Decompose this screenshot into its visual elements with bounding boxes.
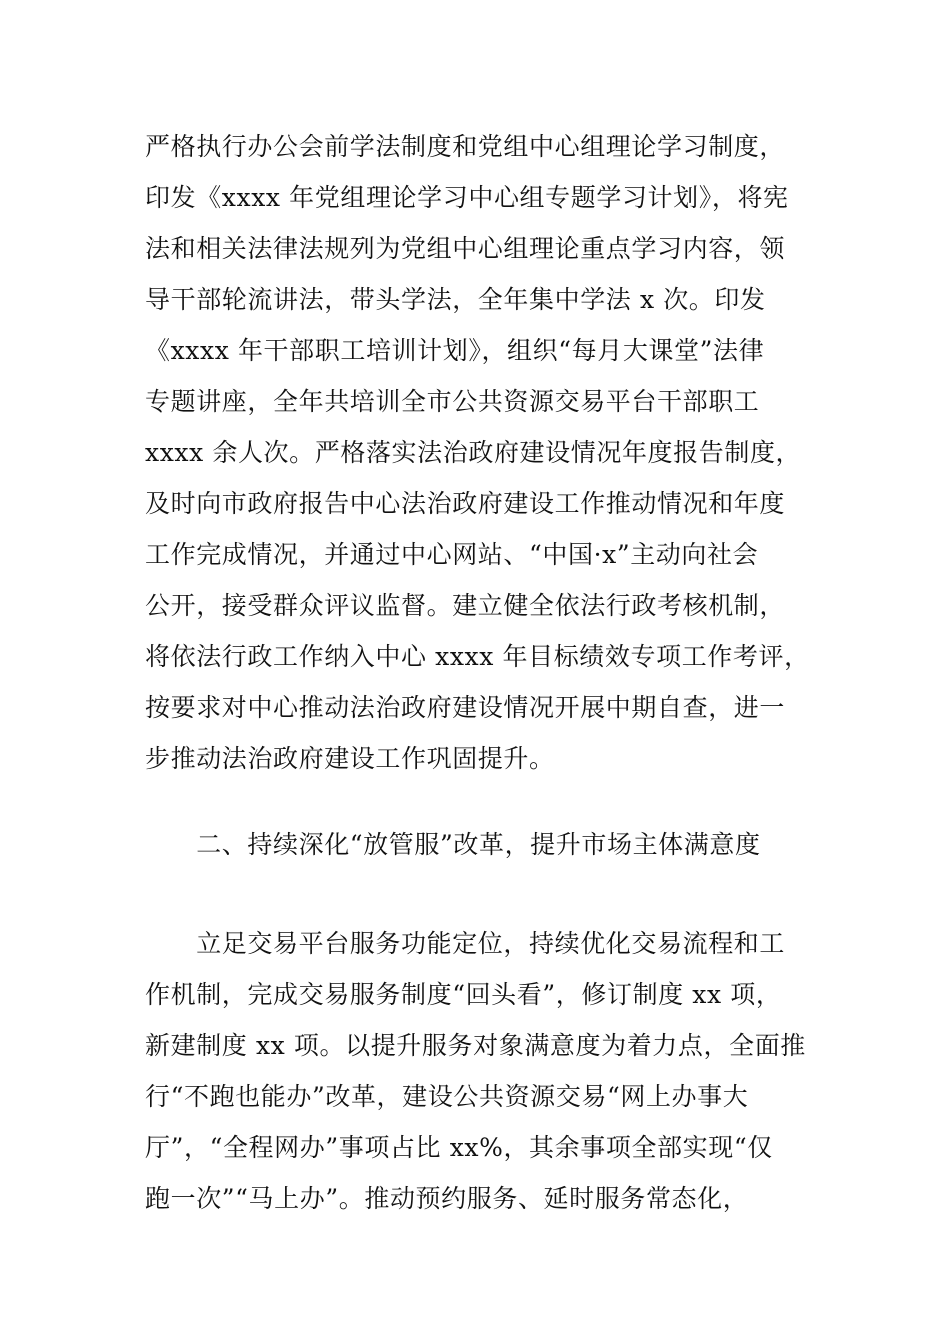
text-line: 行“不跑也能办”改革，建设公共资源交易“网上办事大 <box>145 1082 749 1111</box>
text-line: 严格执行办公会前学法制度和党组中心组理论学习制度， <box>145 132 786 161</box>
text-line: 导干部轮流讲法，带头学法，全年集中学法 x 次。印发 <box>145 285 766 314</box>
text-line: 跑一次”“马上办”。推动预约服务、延时服务常态化， <box>145 1184 749 1213</box>
text-line: 将依法行政工作纳入中心 xxxx 年目标绩效专项工作考评， <box>145 642 810 671</box>
text-line: 法和相关法律法规列为党组中心组理论重点学习内容，领 <box>145 234 786 263</box>
paragraph-service-reform <box>145 918 815 1224</box>
text-line: 厅”，“全程网办”事项占比 xx%，其余事项全部实现“仅 <box>145 1133 773 1162</box>
text-line: 《xxxx 年干部职工培训计划》，组织“每月大课堂”法律 <box>145 336 765 365</box>
text-line: 立足交易平台服务功能定位，持续优化交易流程和工 <box>145 929 786 958</box>
paragraph-rule-of-law-study <box>145 121 815 784</box>
text-line: 工作完成情况，并通过中心网站、“中国·x”主动向社会 <box>145 540 759 569</box>
text-line: 公开，接受群众评议监督。建立健全依法行政考核机制， <box>145 591 786 620</box>
section-heading <box>145 819 815 870</box>
text-line: 作机制，完成交易服务制度“回头看”，修订制度 xx 项， <box>145 980 782 1009</box>
text-line: 专题讲座，全年共培训全市公共资源交易平台干部职工 <box>145 387 760 416</box>
section-heading-text: 二、持续深化“放管服”改革，提升市场主体满意度 <box>145 830 761 859</box>
text-line: 按要求对中心推动法治政府建设情况开展中期自查，进一 <box>145 693 786 722</box>
text-line: 印发《xxxx 年党组理论学习中心组专题学习计划》，将宪 <box>145 183 789 212</box>
text-line: xxxx 余人次。严格落实法治政府建设情况年度报告制度， <box>145 438 802 467</box>
text-line: 新建制度 xx 项。以提升服务对象满意度为着力点，全面推 <box>145 1031 806 1060</box>
text-line: 及时向市政府报告中心法治政府建设工作推动情况和年度 <box>145 489 786 518</box>
text-line: 步推动法治政府建设工作巩固提升。 <box>145 744 555 773</box>
